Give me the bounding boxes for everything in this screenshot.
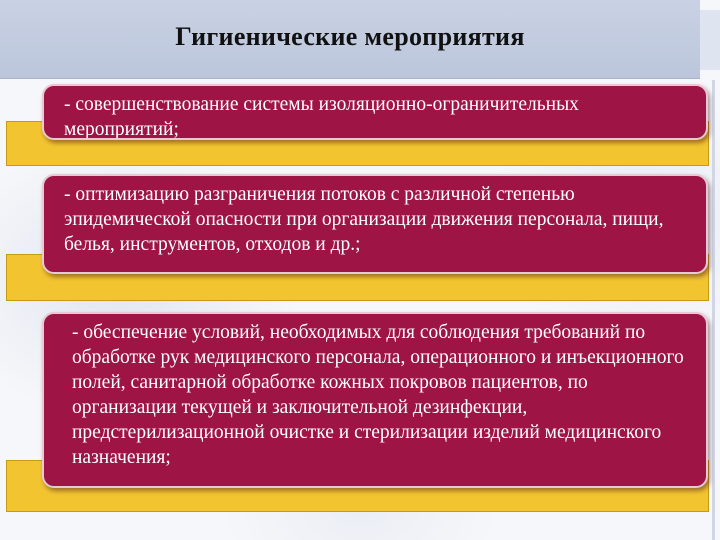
bullet-text-3: - обеспечение условий, необходимых для соблюдения требований по обработке рук медицинского персонала, операционного и инъекционного полей, санитарной обработке кожных покровов пациентов, по организации текущей и заключительной дезинфекции, предстерилизационной очистке и стерилизации изделий медицинского назначения; (72, 322, 684, 468)
right-divider-line (712, 80, 715, 540)
bullet-card-1 (42, 84, 708, 140)
bullet-card-2 (42, 174, 708, 274)
title-bar (0, 0, 700, 79)
slide-title: Гигиенические мероприятия (175, 22, 525, 51)
title-bar-accent (700, 10, 720, 70)
bullet-text-2: - оптимизацию разграничения потоков с различной степенью эпидемической опасности при организации движения персонала, пищи, белья, инструментов, отходов и др.; (64, 184, 664, 255)
bullet-text-1: - совершенствование системы изоляционно-ограничительных мероприятий; (64, 94, 579, 140)
bullet-card-3 (42, 312, 708, 488)
